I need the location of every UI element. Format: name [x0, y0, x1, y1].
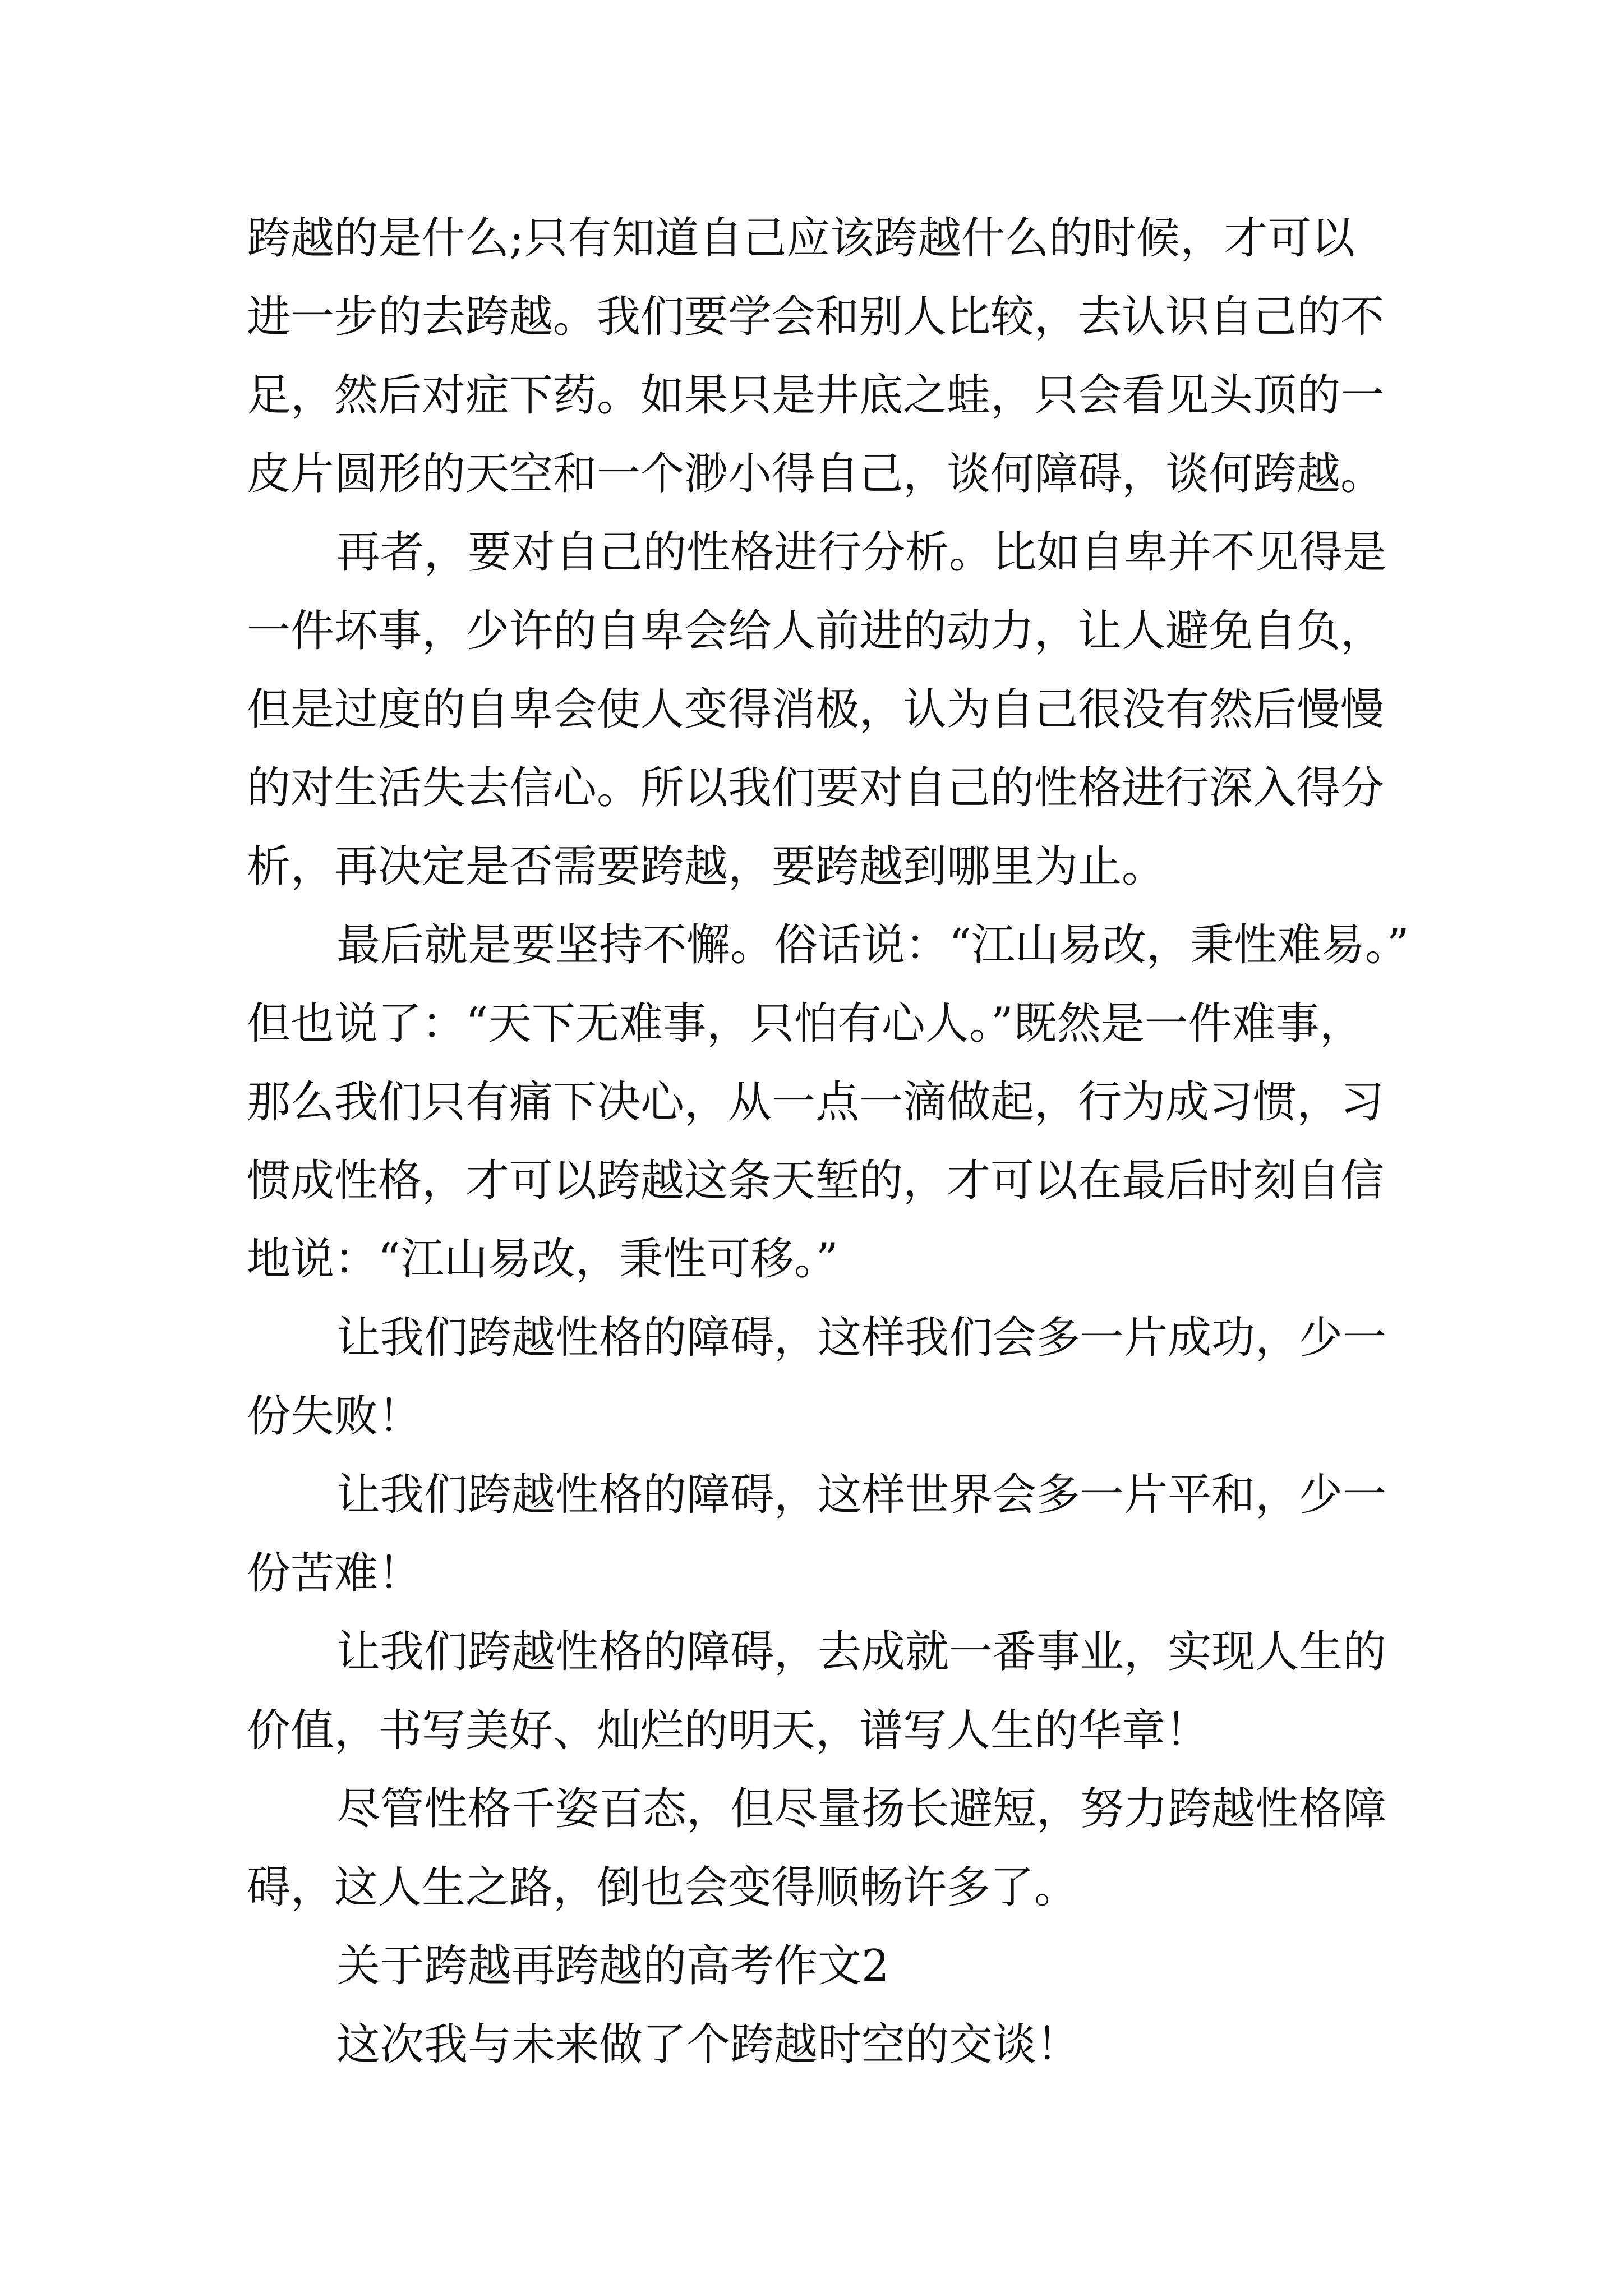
- text-line: 析，再决定是否需要跨越，要跨越到哪里为止。: [247, 841, 1166, 892]
- paragraph-first-line: 让我们跨越性格的障碍，这样世界会多一片平和，少一: [336, 1470, 1387, 1520]
- text-line: 那么我们只有痛下决心，从一点一滴做起，行为成习惯，习: [247, 1077, 1385, 1128]
- paragraph-first-line: 最后就是要坚持不懈。俗话说：“江山易改，秉性难易。”: [336, 920, 1409, 970]
- text-line: 惯成性格，才可以跨越这条天堑的，才可以在最后时刻自信: [247, 1156, 1385, 1206]
- text-line: 跨越的是什么;只有知道自己应该跨越什么的时候，才可以: [247, 213, 1355, 264]
- text-line: 份失败！: [247, 1391, 422, 1442]
- text-line: 进一步的去跨越。我们要学会和别人比较，去认识自己的不: [247, 292, 1385, 342]
- paragraph-first-line: 再者，要对自己的性格进行分析。比如自卑并不见得是: [336, 527, 1387, 578]
- paragraph-first-line: 让我们跨越性格的障碍，去成就一番事业，实现人生的: [336, 1627, 1387, 1677]
- text-line: 份苦难！: [247, 1548, 422, 1599]
- text-line: 碍，这人生之路，倒也会变得顺畅许多了。: [247, 1862, 1078, 1913]
- text-line: 地说：“江山易改，秉性可移。”: [247, 1234, 838, 1285]
- text-line: 但也说了：“天下无难事，只怕有心人。”既然是一件难事，: [247, 999, 1363, 1049]
- text-line: 足，然后对症下药。如果只是井底之蛙，只会看见头顶的一: [247, 370, 1385, 421]
- section-heading: 关于跨越再跨越的高考作文2: [336, 1941, 889, 1991]
- text-line: 价值，书写美好、灿烂的明天，谱写人生的华章！: [247, 1705, 1210, 1756]
- paragraph-first-line: 尽管性格千姿百态，但尽量扬长避短，努力跨越性格障: [336, 1784, 1387, 1834]
- paragraph-first-line: 让我们跨越性格的障碍，这样我们会多一片成功，少一: [336, 1313, 1387, 1363]
- text-line: 一件坏事，少许的自卑会给人前进的动力，让人避免自负，: [247, 606, 1385, 656]
- text-line: 但是过度的自卑会使人变得消极，认为自己很没有然后慢慢: [247, 684, 1385, 735]
- text-line: 的对生活失去信心。所以我们要对自己的性格进行深入得分: [247, 763, 1385, 813]
- text-line: 皮片圆形的天空和一个渺小得自己，谈何障碍，谈何跨越。: [247, 449, 1385, 499]
- paragraph-first-line: 这次我与未来做了个跨越时空的交谈！: [336, 2019, 1081, 2070]
